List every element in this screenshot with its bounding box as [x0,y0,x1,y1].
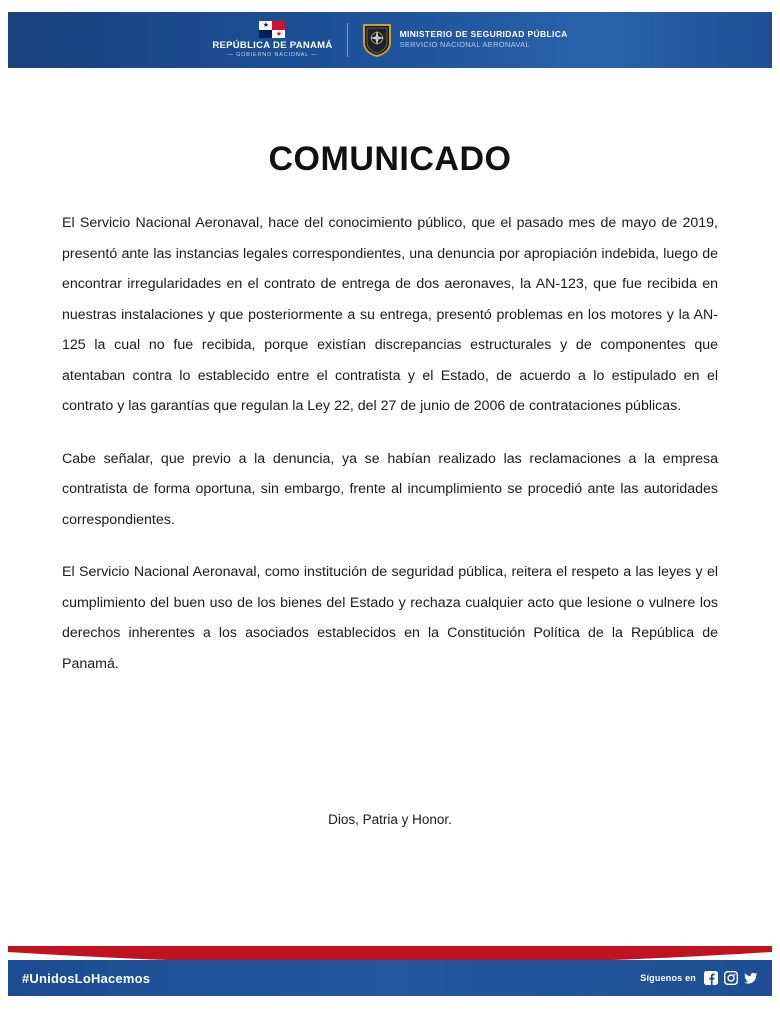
government-subtitle: — GOBIERNO NACIONAL — [227,52,318,59]
ministry-title: MINISTERIO DE SEGURIDAD PÚBLICA [399,29,568,40]
follow-label: Síguenos en [640,973,696,983]
government-title: REPÚBLICA DE PANAMÁ [212,40,333,52]
header-divider [347,23,348,57]
page-title: COMUNICADO [268,140,512,178]
paragraph: El Servicio Nacional Aeronaval, como institución de seguridad pública, reitera el respeto a las leyes y el cumplimiento del buen uso de los bienes del Estado y rechaza cualquier acto que lesione o vulnere los derechos inherentes a los asociados establecidos en la Constitución Política de la República de Panamá. [62,564,718,672]
twitter-icon[interactable] [744,971,758,985]
footer-hashtag: #UnidosLoHacemos [22,970,151,986]
closing-motto: Dios, Patria y Honor. [328,812,452,827]
ministry-text [400,30,568,50]
ministry-logo [362,23,568,57]
header-logos [212,21,567,59]
paragraph: Cabe señalar, que previo a la denuncia, ya se habían realizado las reclamaciones a la empresa contratista de forma oportuna, sin embargo, frente al incumplimiento se procedió ante las autoridades correspondientes. [62,450,718,528]
footer-blue-bar [8,960,772,996]
paragraph: El Servicio Nacional Aeronaval, hace del conocimiento público, que el pasado mes de mayo de 2019, presentó ante las instancias legales correspondientes, una denuncia por apropiación indebida, luego de encontrar irregularidades en el contrato de entrega de dos aeronaves, la AN-123, que fue recibida en nuestras instalaciones y que posteriormente a su entrega, presentó problemas en los motores y la AN-125 la cual no fue recibida, porque existían discrepancias estructurales y de componentes que atentaban contra lo establecido entre el contratista y el Estado, de acuerdo a lo estipulado en el contrato y las garantías que regulan la Ley 22, del 27 de junio de 2006 de contrataciones públicas. [62,215,718,415]
social-links [640,971,758,985]
document-body [62,208,718,679]
facebook-icon[interactable] [704,971,718,985]
aeronaval-shield-icon [362,23,392,57]
instagram-icon[interactable] [724,971,738,985]
ministry-subtitle: SERVICIO NACIONAL AERONAVAL [399,40,530,50]
government-logo [212,21,332,59]
panama-flag-icon: ★ ★ [259,21,285,38]
page-footer [8,946,772,996]
page-header [8,12,772,68]
